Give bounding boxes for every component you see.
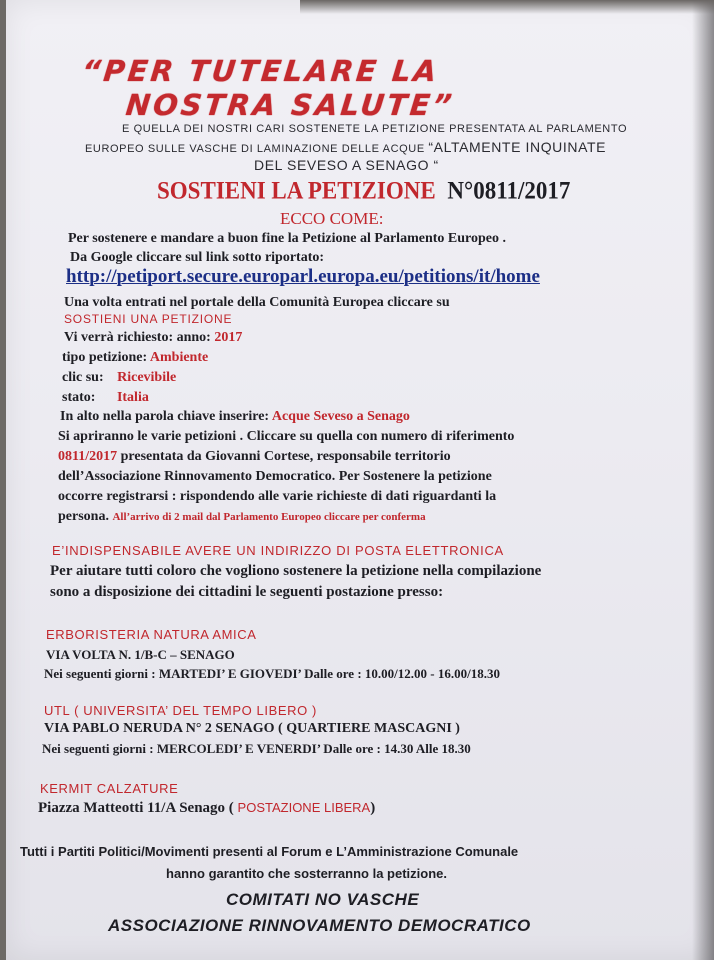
location-2-hours: Nei seguenti giorni : MERCOLEDI’ E VENERDI’ Dalle ore : 14.30 Alle 18.30: [42, 741, 471, 756]
location-1-hours: Nei seguenti giorni : MARTEDI’ E GIOVEDI’ Dalle ore : 10.00/12.00 - 16.00/18.30: [44, 666, 500, 681]
paragraph-line-5: persona. All’arrivo di 2 mail dal Parlamento Europeo cliccare per conferma: [58, 509, 426, 524]
intro-line-3: DEL SEVESO A SENAGO “: [254, 157, 439, 173]
help-line-2: sono a disposizione dei cittadini le seguenti postazione presso:: [50, 584, 444, 600]
footer-line-2: hanno garantito che sosterranno la petizione.: [166, 866, 447, 881]
support-action: SOSTIENI UNA PETIZIONE: [64, 312, 233, 326]
location-1-name: ERBORISTERIA NATURA AMICA: [46, 627, 257, 642]
petition-link[interactable]: http://petiport.secure.europarl.europa.eu/petitions/it/home: [66, 266, 540, 287]
petition-number: N°0811/2017: [447, 176, 571, 204]
year-row: Vi verrà richiesto: anno: 2017: [64, 330, 243, 345]
location-2-name: UTL ( UNIVERSITA’ DEL TEMPO LIBERO ): [44, 703, 317, 718]
type-row: tipo petizione: Ambiente: [62, 350, 209, 365]
sheet-edge-shadow: [692, 0, 714, 960]
step-line-1: Per sostenere e mandare a buon fine la Petizione al Parlamento Europeo .: [68, 231, 506, 246]
click-row: clic su: Ricevibile: [62, 370, 177, 385]
intro-line-2: EUROPEO SULLE VASCHE DI LAMINAZIONE DELLE ACQUE “ALTAMENTE INQUINATE: [85, 139, 607, 155]
paragraph-line-3: dell’Associazione Rinnovamento Democratico. Per Sostenere la petizione: [58, 469, 492, 484]
location-2-address: VIA PABLO NERUDA N° 2 SENAGO ( QUARTIERE MASCAGNI ): [44, 721, 460, 736]
intro-line-1: E QUELLA DEI NOSTRI CARI SOSTENETE LA PETIZIONE PRESENTATA AL PARLAMENTO: [122, 123, 628, 135]
petition-label: SOSTIENI LA PETIZIONE: [157, 176, 436, 204]
paragraph-line-1: Si apriranno le varie petizioni . Cliccare su quella con numero di riferimento: [58, 429, 515, 444]
keyword-row: In alto nella parola chiave inserire: Acque Seveso a Senago: [60, 409, 410, 424]
how-heading: ECCO COME:: [280, 209, 384, 228]
footer-org-1: COMITATI NO VASCHE: [226, 890, 420, 909]
paragraph-line-2: 0811/2017 presentata da Giovanni Cortese, responsabile territorio: [58, 449, 451, 464]
step-line-3: Una volta entrati nel portale della Comunità Europea cliccare su: [64, 295, 450, 310]
help-line-1: Per aiutare tutti coloro che vogliono sostenere la petizione nella compilazione: [50, 563, 542, 579]
step-line-2: Da Google cliccare sul link sotto riportato:: [70, 250, 325, 265]
state-row: stato: Italia: [62, 390, 149, 405]
footer-line-1: Tutti i Partiti Politici/Movimenti presenti al Forum e L’Amministrazione Comunale: [20, 844, 519, 859]
top-shadow: [300, 0, 714, 14]
petition-heading: [157, 177, 570, 205]
location-3-name: KERMIT CALZATURE: [40, 781, 179, 796]
email-notice: E’INDISPENSABILE AVERE UN INDIRIZZO DI POSTA ELETTRONICA: [52, 543, 504, 558]
title-line-1: “PER TUTELARE LA: [80, 54, 441, 88]
footer-org-2: ASSOCIAZIONE RINNOVAMENTO DEMOCRATICO: [108, 916, 531, 935]
paragraph-line-4: occorre registrarsi : rispondendo alle varie richieste di dati riguardanti la: [58, 489, 497, 504]
title-line-2: NOSTRA SALUTE”: [124, 88, 457, 122]
location-1-address: VIA VOLTA N. 1/B-C – SENAGO: [46, 647, 235, 662]
location-3-address: Piazza Matteotti 11/A Senago ( POSTAZIONE LIBERA): [38, 800, 376, 816]
